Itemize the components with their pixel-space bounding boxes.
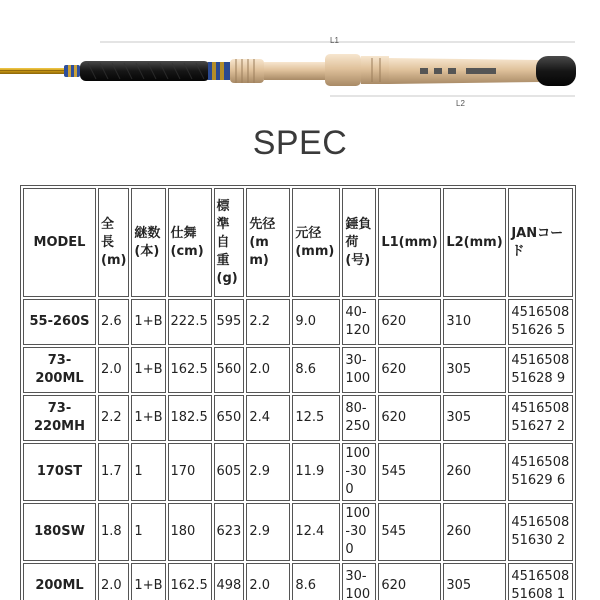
butt-cap [536, 56, 576, 86]
cell-weight: 650 [214, 395, 245, 441]
header-sinker-load: 錘負荷(号) [342, 188, 376, 297]
spec-table [20, 185, 576, 600]
cell-jan-code: 4516508 51608 1 [508, 563, 573, 600]
winding-band [208, 62, 230, 80]
cell-pieces: 1+B [131, 299, 165, 345]
cell-pieces: 1+B [131, 347, 165, 393]
header-l1: L1(mm) [378, 188, 441, 297]
cell-jan-code: 4516508 51630 2 [508, 503, 573, 561]
cell-sinker-load: 100-300 [342, 443, 376, 501]
spec-title: SPEC [252, 124, 348, 162]
cell-tip-diameter: 2.9 [246, 443, 290, 501]
cell-jan-code: 4516508 51628 9 [508, 347, 573, 393]
cell-jan-code: 4516508 51627 2 [508, 395, 573, 441]
cell-l1: 620 [378, 395, 441, 441]
cell-sinker-load: 30-100 [342, 347, 376, 393]
cell-length: 1.7 [98, 443, 129, 501]
reel-seat [264, 62, 334, 80]
header-model: MODEL [23, 188, 96, 297]
cell-closed-length: 170 [168, 443, 212, 501]
cell-tip-diameter: 2.2 [246, 299, 290, 345]
cell-l2: 260 [443, 443, 506, 501]
cell-pieces: 1+B [131, 563, 165, 600]
cell-pieces: 1 [131, 503, 165, 561]
cell-model: 180SW [23, 503, 96, 561]
cell-butt-diameter: 12.5 [292, 395, 340, 441]
header-butt-diameter: 元径(mm) [292, 188, 340, 297]
cell-weight: 623 [214, 503, 245, 561]
cell-sinker-load: 30-100 [342, 563, 376, 600]
header-pieces: 継数(本) [131, 188, 165, 297]
cell-weight: 560 [214, 347, 245, 393]
cell-closed-length: 162.5 [168, 347, 212, 393]
cell-model: 55-260S [23, 299, 96, 345]
cell-closed-length: 162.5 [168, 563, 212, 600]
cell-l1: 545 [378, 503, 441, 561]
cell-jan-code: 4516508 51629 6 [508, 443, 573, 501]
table-row [23, 395, 573, 441]
cell-weight: 605 [214, 443, 245, 501]
cell-model: 170ST [23, 443, 96, 501]
header-tip-diameter: 先径(mm) [246, 188, 290, 297]
header-length: 全長(m) [98, 188, 129, 297]
cell-weight: 595 [214, 299, 245, 345]
cell-butt-diameter: 8.6 [292, 563, 340, 600]
fore-grip [80, 61, 210, 81]
cell-closed-length: 222.5 [168, 299, 212, 345]
header-weight: 標準自重(g) [214, 188, 245, 297]
cell-l2: 260 [443, 503, 506, 561]
table-row [23, 563, 573, 600]
cell-length: 2.0 [98, 347, 129, 393]
cell-l2: 305 [443, 563, 506, 600]
cell-butt-diameter: 8.6 [292, 347, 340, 393]
table-row [23, 347, 573, 393]
cell-jan-code: 4516508 51626 5 [508, 299, 573, 345]
cell-model: 73-200ML [23, 347, 96, 393]
cell-sinker-load: 80-250 [342, 395, 376, 441]
cell-l2: 305 [443, 395, 506, 441]
header-closed-length: 仕舞(cm) [168, 188, 212, 297]
cell-length: 2.6 [98, 299, 129, 345]
cell-pieces: 1 [131, 443, 165, 501]
table-header-row [23, 188, 573, 297]
cell-sinker-load: 100-300 [342, 503, 376, 561]
cell-l1: 620 [378, 299, 441, 345]
cell-tip-diameter: 2.0 [246, 563, 290, 600]
cell-model: 200ML [23, 563, 96, 600]
cell-pieces: 1+B [131, 395, 165, 441]
cell-l1: 620 [378, 347, 441, 393]
cell-tip-diameter: 2.0 [246, 347, 290, 393]
cell-tip-diameter: 2.4 [246, 395, 290, 441]
cell-butt-diameter: 11.9 [292, 443, 340, 501]
thread-wrap [64, 65, 80, 77]
reel-seat-nut [230, 59, 264, 83]
cell-closed-length: 180 [168, 503, 212, 561]
cell-length: 2.0 [98, 563, 129, 600]
cell-l1: 620 [378, 563, 441, 600]
l1-label: L1 [330, 36, 339, 45]
cell-l2: 305 [443, 347, 506, 393]
cell-tip-diameter: 2.9 [246, 503, 290, 561]
cell-model: 73-220MH [23, 395, 96, 441]
table-row [23, 503, 573, 561]
cell-sinker-load: 40-120 [342, 299, 376, 345]
cell-butt-diameter: 9.0 [292, 299, 340, 345]
cell-weight: 498 [214, 563, 245, 600]
cell-length: 1.8 [98, 503, 129, 561]
table-row [23, 443, 573, 501]
header-l2: L2(mm) [443, 188, 506, 297]
cell-l2: 310 [443, 299, 506, 345]
cell-l1: 545 [378, 443, 441, 501]
cell-butt-diameter: 12.4 [292, 503, 340, 561]
table-row [23, 299, 573, 345]
cell-length: 2.2 [98, 395, 129, 441]
cell-closed-length: 182.5 [168, 395, 212, 441]
header-jan-code: JANコード [508, 188, 573, 297]
rear-handle [389, 58, 540, 84]
rod-illustration [0, 30, 600, 110]
l2-label: L2 [456, 99, 465, 108]
